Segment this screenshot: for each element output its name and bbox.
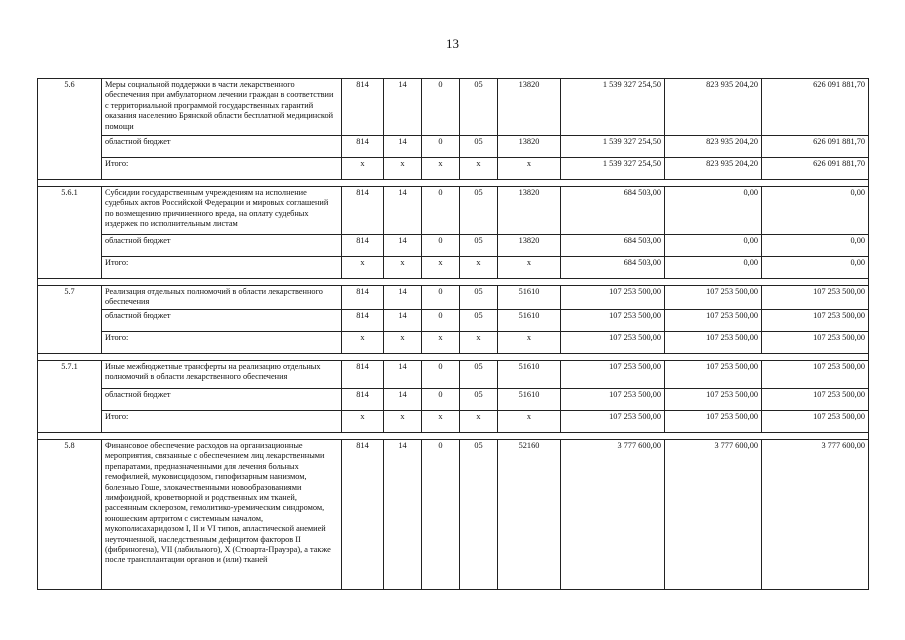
amount-year1-cell: 3 777 600,00	[561, 440, 665, 590]
table-row	[38, 187, 869, 235]
table-row	[38, 332, 869, 354]
subsection-code-cell: 0	[422, 310, 460, 332]
description-cell: Финансовое обеспечение расходов на организационные мероприятия, связанные с обеспечением лиц лекарственными препаратами, предназначенными для лечения больных гемофилией, муковисцидозом, гипофизарным нанизмом, болезнью Гоше, злокачественными новообразованиями лимфоидной, кроветворной и родственных им тканей, рассеянным склерозом, гемолитико-уремическим синдромом, юношеским артритом с системным началом, мукополисахаридозом I, II и VI типов, апластической анемией неуточненной, наследственным дефицитом факторов II (фибриногена), VII (лабильного), X (Стюарта-Прауэра), а также после трансплантации органов и (или) тканей	[102, 440, 342, 590]
amount-year3-cell: 107 253 500,00	[762, 286, 869, 310]
program-code-cell: 05	[460, 310, 498, 332]
description-cell: областной бюджет	[102, 136, 342, 158]
amount-year1-cell: 684 503,00	[561, 257, 665, 279]
amount-year2-cell: 107 253 500,00	[665, 332, 762, 354]
table-row	[38, 235, 869, 257]
description-cell: Итого:	[102, 158, 342, 180]
amount-year2-cell: 3 777 600,00	[665, 440, 762, 590]
target-code-cell: 51610	[498, 286, 561, 310]
section-code-cell: 14	[384, 79, 422, 136]
amount-year1-cell: 107 253 500,00	[561, 310, 665, 332]
amount-year3-cell: 0,00	[762, 187, 869, 235]
amount-year2-cell: 0,00	[665, 235, 762, 257]
section-code-cell: x	[384, 332, 422, 354]
amount-year3-cell: 107 253 500,00	[762, 389, 869, 411]
amount-year2-cell: 823 935 204,20	[665, 136, 762, 158]
amount-year1-cell: 107 253 500,00	[561, 332, 665, 354]
program-code-cell: 05	[460, 440, 498, 590]
target-code-cell: x	[498, 411, 561, 433]
table-body	[38, 79, 869, 590]
target-code-cell: x	[498, 332, 561, 354]
item-number-cell: 5.6.1	[38, 187, 102, 279]
page-number: 13	[446, 36, 459, 51]
table-row	[38, 310, 869, 332]
section-code-cell: x	[384, 411, 422, 433]
amount-year3-cell: 626 091 881,70	[762, 136, 869, 158]
item-number-cell: 5.8	[38, 440, 102, 590]
admin-code-cell: 814	[342, 136, 384, 158]
program-code-cell: x	[460, 257, 498, 279]
program-code-cell: x	[460, 332, 498, 354]
program-code-cell: 05	[460, 79, 498, 136]
amount-year1-cell: 107 253 500,00	[561, 411, 665, 433]
description-cell: Меры социальной поддержки в части лекарственного обеспечения при амбулаторном лечении граждан в соответствии с территориальной программой государственных гарантий оказания населению Брянской области бесплатной медицинской помощи	[102, 79, 342, 136]
section-code-cell: 14	[384, 136, 422, 158]
admin-code-cell: 814	[342, 310, 384, 332]
description-cell: областной бюджет	[102, 389, 342, 411]
amount-year2-cell: 107 253 500,00	[665, 310, 762, 332]
description-cell: Итого:	[102, 257, 342, 279]
description-cell: Иные межбюджетные трансферты на реализацию отдельных полномочий в области лекарственного обеспечения	[102, 361, 342, 389]
section-gap	[38, 433, 869, 440]
admin-code-cell: x	[342, 332, 384, 354]
target-code-cell: x	[498, 158, 561, 180]
admin-code-cell: 814	[342, 79, 384, 136]
amount-year1-cell: 107 253 500,00	[561, 286, 665, 310]
subsection-code-cell: 0	[422, 187, 460, 235]
admin-code-cell: 814	[342, 235, 384, 257]
amount-year2-cell: 823 935 204,20	[665, 79, 762, 136]
program-code-cell: x	[460, 411, 498, 433]
subsection-code-cell: 0	[422, 235, 460, 257]
amount-year1-cell: 107 253 500,00	[561, 389, 665, 411]
amount-year1-cell: 107 253 500,00	[561, 361, 665, 389]
amount-year3-cell: 107 253 500,00	[762, 411, 869, 433]
admin-code-cell: 814	[342, 187, 384, 235]
description-cell: Итого:	[102, 332, 342, 354]
subsection-code-cell: 0	[422, 79, 460, 136]
program-code-cell: 05	[460, 361, 498, 389]
table-row	[38, 136, 869, 158]
target-code-cell: 13820	[498, 136, 561, 158]
table-row	[38, 257, 869, 279]
admin-code-cell: x	[342, 411, 384, 433]
amount-year2-cell: 823 935 204,20	[665, 158, 762, 180]
amount-year2-cell: 0,00	[665, 187, 762, 235]
section-gap-cell	[38, 354, 869, 361]
section-gap	[38, 354, 869, 361]
admin-code-cell: x	[342, 257, 384, 279]
description-cell: Итого:	[102, 411, 342, 433]
table-row	[38, 389, 869, 411]
description-cell: Субсидии государственным учреждениям на исполнение судебных актов Российской Федерации и мировых соглашений по возмещению причиненного вреда, на оплату судебных издержек по исполнительным листам	[102, 187, 342, 235]
section-code-cell: 14	[384, 235, 422, 257]
section-gap-cell	[38, 180, 869, 187]
section-code-cell: 14	[384, 440, 422, 590]
program-code-cell: 05	[460, 136, 498, 158]
admin-code-cell: x	[342, 158, 384, 180]
subsection-code-cell: 0	[422, 361, 460, 389]
amount-year3-cell: 626 091 881,70	[762, 158, 869, 180]
program-code-cell: 05	[460, 187, 498, 235]
amount-year1-cell: 1 539 327 254,50	[561, 158, 665, 180]
table-row	[38, 286, 869, 310]
subsection-code-cell: 0	[422, 286, 460, 310]
target-code-cell: 51610	[498, 361, 561, 389]
program-code-cell: 05	[460, 235, 498, 257]
amount-year2-cell: 0,00	[665, 257, 762, 279]
amount-year1-cell: 1 539 327 254,50	[561, 79, 665, 136]
amount-year2-cell: 107 253 500,00	[665, 411, 762, 433]
amount-year2-cell: 107 253 500,00	[665, 286, 762, 310]
section-gap-cell	[38, 433, 869, 440]
budget-table	[37, 78, 869, 590]
subsection-code-cell: 0	[422, 440, 460, 590]
admin-code-cell: 814	[342, 361, 384, 389]
target-code-cell: 13820	[498, 79, 561, 136]
section-code-cell: 14	[384, 286, 422, 310]
amount-year3-cell: 3 777 600,00	[762, 440, 869, 590]
target-code-cell: 51610	[498, 389, 561, 411]
amount-year3-cell: 107 253 500,00	[762, 332, 869, 354]
section-gap-cell	[38, 279, 869, 286]
section-gap	[38, 180, 869, 187]
table-row	[38, 361, 869, 389]
section-code-cell: x	[384, 257, 422, 279]
amount-year2-cell: 107 253 500,00	[665, 389, 762, 411]
target-code-cell: 52160	[498, 440, 561, 590]
amount-year1-cell: 1 539 327 254,50	[561, 136, 665, 158]
program-code-cell: 05	[460, 286, 498, 310]
section-code-cell: 14	[384, 310, 422, 332]
section-code-cell: 14	[384, 389, 422, 411]
item-number-cell: 5.7	[38, 286, 102, 354]
table-row	[38, 440, 869, 590]
subsection-code-cell: x	[422, 332, 460, 354]
amount-year2-cell: 107 253 500,00	[665, 361, 762, 389]
target-code-cell: x	[498, 257, 561, 279]
target-code-cell: 51610	[498, 310, 561, 332]
subsection-code-cell: 0	[422, 136, 460, 158]
section-gap	[38, 279, 869, 286]
subsection-code-cell: x	[422, 158, 460, 180]
section-code-cell: 14	[384, 361, 422, 389]
admin-code-cell: 814	[342, 286, 384, 310]
amount-year1-cell: 684 503,00	[561, 187, 665, 235]
item-number-cell: 5.6	[38, 79, 102, 180]
program-code-cell: x	[460, 158, 498, 180]
section-code-cell: x	[384, 158, 422, 180]
admin-code-cell: 814	[342, 440, 384, 590]
section-code-cell: 14	[384, 187, 422, 235]
subsection-code-cell: x	[422, 411, 460, 433]
table-row	[38, 79, 869, 136]
amount-year3-cell: 107 253 500,00	[762, 310, 869, 332]
description-cell: областной бюджет	[102, 310, 342, 332]
target-code-cell: 13820	[498, 235, 561, 257]
admin-code-cell: 814	[342, 389, 384, 411]
amount-year3-cell: 626 091 881,70	[762, 79, 869, 136]
amount-year3-cell: 0,00	[762, 257, 869, 279]
subsection-code-cell: 0	[422, 389, 460, 411]
amount-year3-cell: 107 253 500,00	[762, 361, 869, 389]
description-cell: областной бюджет	[102, 235, 342, 257]
table-row	[38, 158, 869, 180]
subsection-code-cell: x	[422, 257, 460, 279]
amount-year1-cell: 684 503,00	[561, 235, 665, 257]
target-code-cell: 13820	[498, 187, 561, 235]
amount-year3-cell: 0,00	[762, 235, 869, 257]
description-cell: Реализация отдельных полномочий в области лекарственного обеспечения	[102, 286, 342, 310]
item-number-cell: 5.7.1	[38, 361, 102, 433]
table-row	[38, 411, 869, 433]
program-code-cell: 05	[460, 389, 498, 411]
